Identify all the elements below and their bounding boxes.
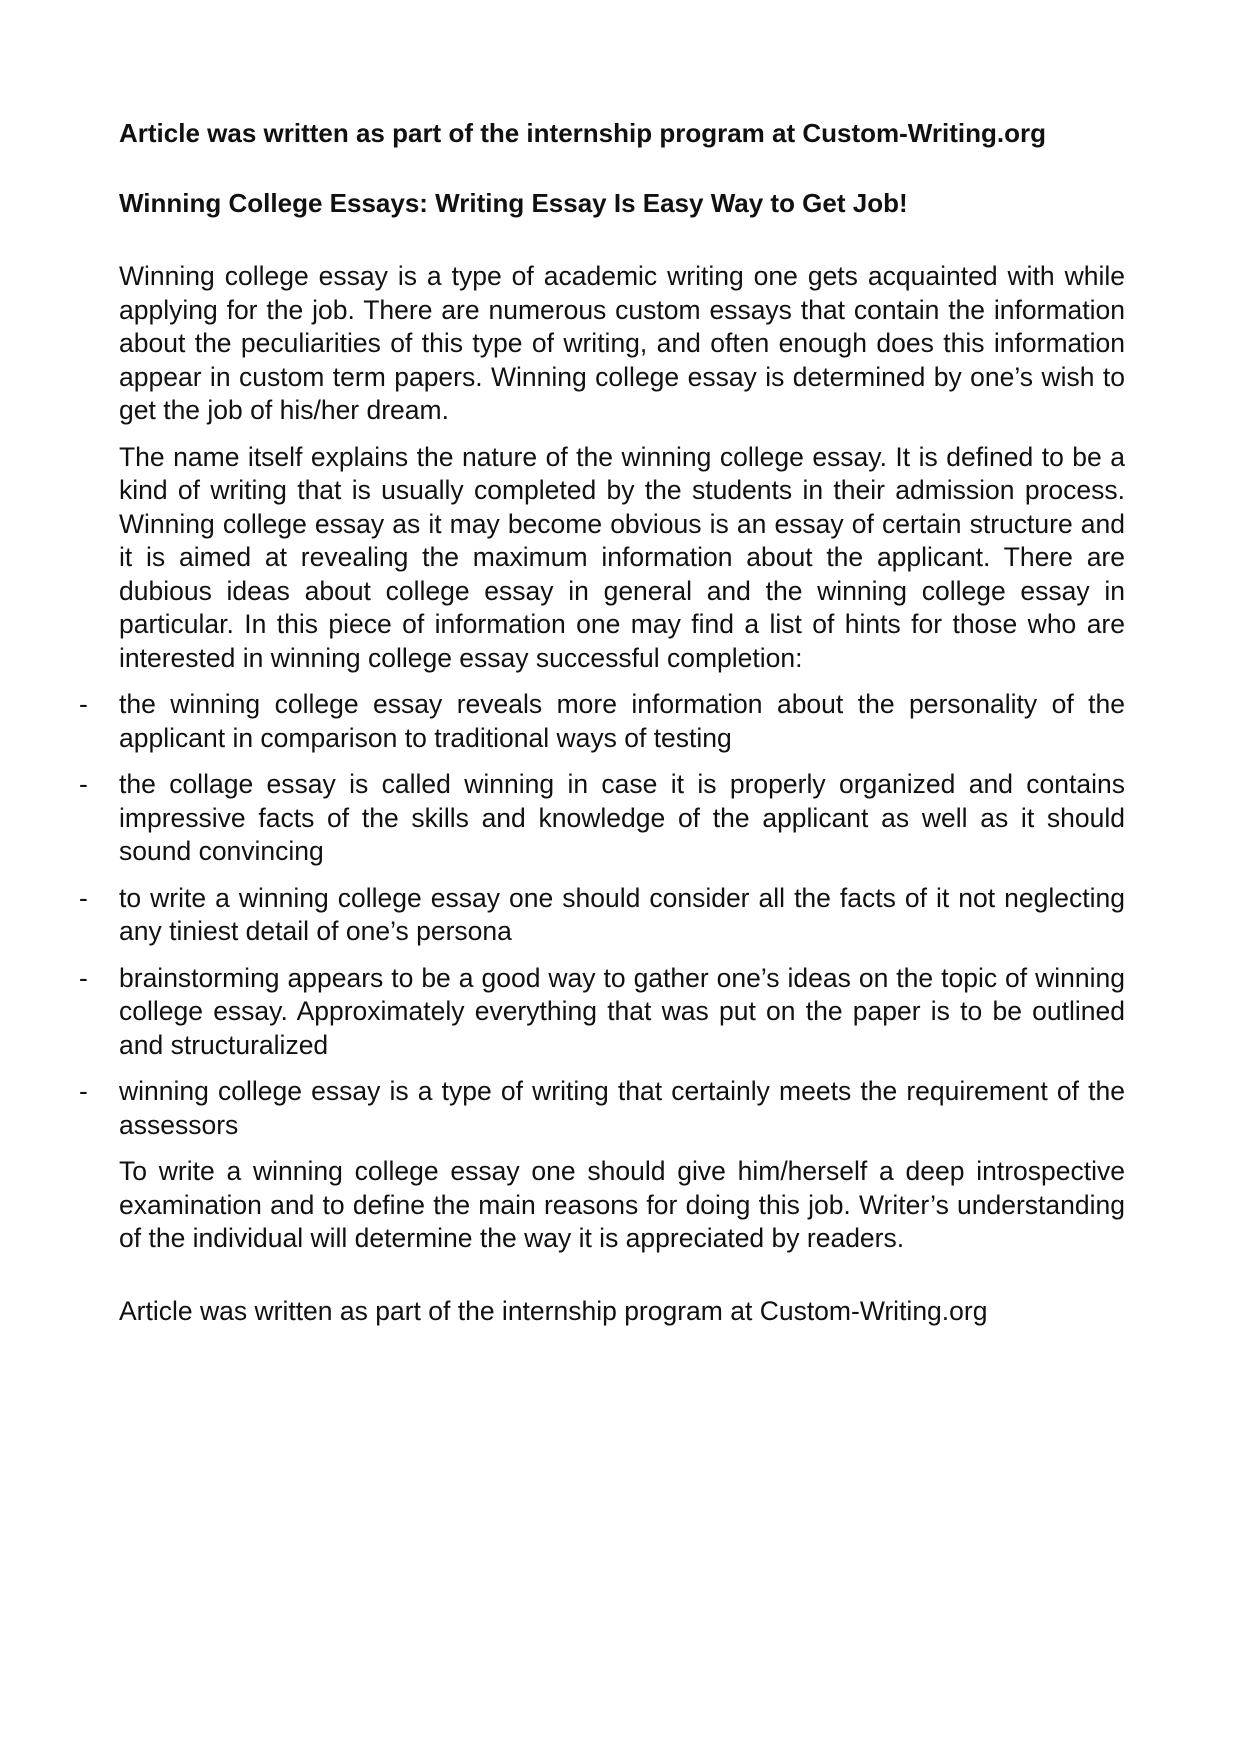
list-item	[79, 1075, 1125, 1142]
bullet-marker: -	[79, 1076, 88, 1106]
bullet-marker: -	[79, 769, 88, 799]
paragraph-intro: Winning college essay is a type of academic writing one gets acquainted with while applying for the job. There are numerous custom essays that contain the information about the peculiarities of this type of writing, and often enough does this information appear in custom term papers. Winning college essay is determined by one’s wish to get the job of his/her dream.	[119, 261, 1125, 425]
hints-list	[79, 688, 1125, 1142]
list-item	[79, 688, 1125, 755]
header-note: Article was written as part of the internship program at Custom-Writing.org	[119, 118, 1046, 148]
list-item-text: the collage essay is called winning in case it is properly organized and contains impressive facts of the skills and knowledge of the applicant as well as it should sound convincing	[119, 769, 1125, 866]
list-item	[79, 882, 1125, 949]
bullet-marker: -	[79, 689, 88, 719]
paragraph-closing: To write a winning college essay one should give him/herself a deep introspective examination and to define the main reasons for doing this job. Writer’s understanding of the individual will determine the way it is appreciated by readers.	[119, 1156, 1125, 1253]
list-item-text: brainstorming appears to be a good way to gather one’s ideas on the topic of winning college essay. Approximately everything that was put on the paper is to be outlined and structuralized	[119, 962, 1125, 1060]
footer-note: Article was written as part of the internship program at Custom-Writing.org	[119, 1295, 988, 1326]
list-item-text: the winning college essay reveals more information about the personality of the applicant in comparison to traditional ways of testing	[119, 689, 1125, 753]
list-item-text: winning college essay is a type of writing that certainly meets the requirement of the assessors	[119, 1076, 1125, 1140]
document-body	[79, 116, 1125, 1328]
list-item-text: to write a winning college essay one should consider all the facts of it not neglecting any tiniest detail of one’s persona	[119, 882, 1125, 946]
list-item	[79, 768, 1125, 869]
paragraph-definition: The name itself explains the nature of the winning college essay. It is defined to be a kind of writing that is usually completed by the students in their admission process. Winning college essay as it may become obvious is an essay of certain structure and it is aimed at revealing the maximum information about the applicant. There are dubious ideas about college essay in general and the winning college essay in particular. In this piece of information one may find a list of hints for those who are interested in winning college essay successful completion:	[119, 441, 1125, 673]
article-title: Winning College Essays: Writing Essay Is Easy Way to Get Job!	[119, 188, 908, 218]
bullet-marker: -	[79, 882, 88, 913]
list-item	[79, 962, 1125, 1063]
bullet-marker: -	[79, 962, 88, 993]
